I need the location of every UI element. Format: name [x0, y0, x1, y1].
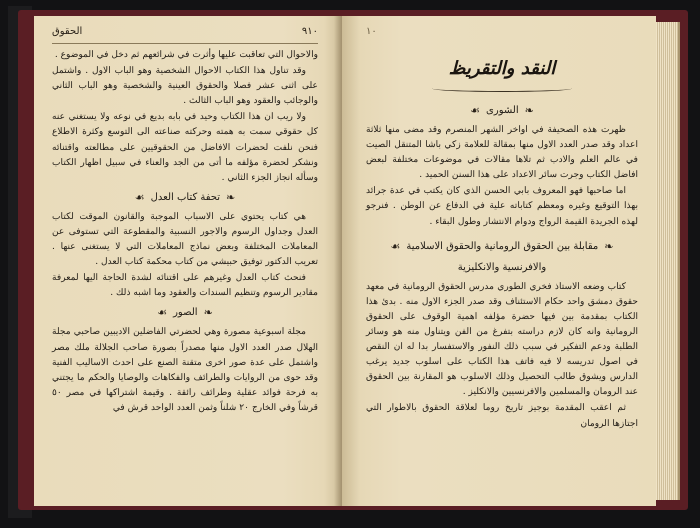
paragraph: ولا ريب ان هذا الكتاب وحيد في بابه بديع في نوعه ولا يستغني عنه كل حقوقي سمت به همته وحركته صناعته الى التوسع وكثرة الاطلاع فنحن نلفت لحضرات الافاضل من الحقوقيين على مطالعته واقتنائه ونشكر لحضرة مؤلفه ما أتى من الجد والعناء في سبيل اظهار الكتاب وسأله انجاز الجزء الثاني .	[52, 112, 318, 183]
ornament-icon: ❧	[226, 190, 236, 204]
paragraph: ظهرت هذه الصحيفة في اواخر الشهر المنصرم وقد مضى منها ثلاثة اعداد وقد صدر العدد الاول منها بمقالة للعلامة زكي باشا المتنقل الصيت في عالم العلم والادب ثم تلاها مقالات في موضوعات مختلفة لبعض افاضل الكتاب وجرت سائر الاعداد على هذا السنن الحميد .	[366, 125, 638, 181]
section-title: مقابلة بين الحقوق الرومانية والحقوق الاسلامية	[406, 240, 599, 252]
right-page-header	[366, 26, 638, 43]
page-edges	[656, 22, 680, 500]
paragraph: كتاب وضعه الاستاذ فخري الطوري مدرس الحقوق الرومانية في معهد حقوق دمشق واحد حكام الاستئناف وقد صدر الجزء الاول منه . بدئ هذا الكتاب بمقدمة بين فيها حضرة مؤلفه اهمية الوقوف على الحقوق الرومانية وانه كان لازم دراسته بتفرغ من الفن ويتناول منه هو وسائر الطلبة ودعم التفكير في سبب ذلك النفور والاستفسار بدا له ان النقص في اصول تدريسه لا فيه فاتف هذا الكتاب على اسلوب جديد يرغب الدارس ويشوق طالب التحصيل وذلك الاسلوب هو المقارنة بين الحقوق عند الرومان والمسلمين والافرنسيين والانكليز .	[366, 281, 638, 398]
ornament-icon: ☙	[157, 306, 168, 320]
main-title: النقد والتقريظ	[448, 58, 556, 79]
right-page-number: ١٠	[366, 26, 377, 37]
left-page-header	[52, 26, 318, 44]
ornament-icon: ❧	[604, 239, 614, 253]
left-page-number: ٩١٠	[301, 26, 318, 37]
section-heading	[52, 304, 318, 322]
section-title-continued: والافرنسية والانكليزية	[457, 261, 547, 273]
paragraph: والاحوال التي تعاقبت عليها وأثرت في شرائعهم ثم دخل في الموضوع .	[54, 50, 318, 60]
left-page	[34, 16, 342, 506]
paragraph: اما صاحبها فهو المعروف بابي الحسن الذي كان يكتب في عدة جرائد بهذا التوقيع وغيره ومعظم كتاباته علية في الدفاع عن الوطن . فنرجو لهذه الجريدة القيمة الرواج ودوام الانتشار وطول البقاء .	[366, 186, 638, 227]
right-page	[342, 16, 656, 506]
section-title: تحفة كتاب العدل	[150, 191, 221, 203]
paragraph: هي كتاب يحتوي على الاسباب الموجبة والقانون الموقت لكتاب العدل وجداول الرسوم والاجور النسبية والمقطوعة التي تستوفى عن المعاملات المختلفة وبعض نماذج المعاملات التي لا يستغنى عنها . تعريب الدكتور توفيق حبيشي من كتاب محكمة كتاب العدل .	[52, 211, 318, 268]
section-title: الصور	[173, 307, 198, 319]
paragraph: ثم اعقب المقدمة بوجيز تاريخ روما لعلاقة الحقوق بالاطوار التي اجتازها الرومان	[366, 403, 638, 429]
paragraph: مجلة اسبوعية مصورة وهي لحضرتي الفاضلين الاديبين صاحبي مجلة الهلال صدر العدد الاول منها مصدراً بصورة صاحب الجلالة ملك مصر واشتمل على عدة صور اخرى متقنة الصنع على احدث الاساليب الفنية وقد حوى من الروايات والطرائف والفكاهات والوصايا والحكم ما يجتني به فرحة فوائد عقلية وطرائف رائقة . وقيمة اشتراكها في مصر ٥٠ قرشاً وفي الخارج ٢٠ شلناً وثمن العدد الواحد قرش في	[52, 327, 318, 413]
section-heading	[366, 238, 638, 256]
left-running-title: الحقوق	[52, 26, 83, 37]
paragraph: وقد تناول هذا الكتاب الاحوال الشخصية وهو الباب الاول . واشتمل على اثنى عشر فصلا والحقوق العينية والشخصية وهو الباب الثاني والوجائب والعقود وهو الباب الثالث .	[52, 66, 318, 107]
ornament-icon: ❧	[203, 306, 213, 320]
section-title: الشورى	[486, 105, 519, 116]
ornament-icon: ☙	[134, 190, 145, 204]
section-heading	[366, 102, 638, 120]
paragraph: فنحث كتاب العدل وغيرهم على اقتنائه لشدة الحاجة اليها لمعرفة مقادير الرسوم وتنظيم السندات والعقود وما اشبه ذلك .	[52, 273, 318, 299]
ornament-icon: ☙	[390, 239, 401, 253]
title-flourish-icon	[432, 85, 572, 92]
section-heading	[52, 189, 318, 207]
ornament-icon: ❧	[524, 104, 534, 117]
ornament-icon: ☙	[470, 104, 481, 117]
